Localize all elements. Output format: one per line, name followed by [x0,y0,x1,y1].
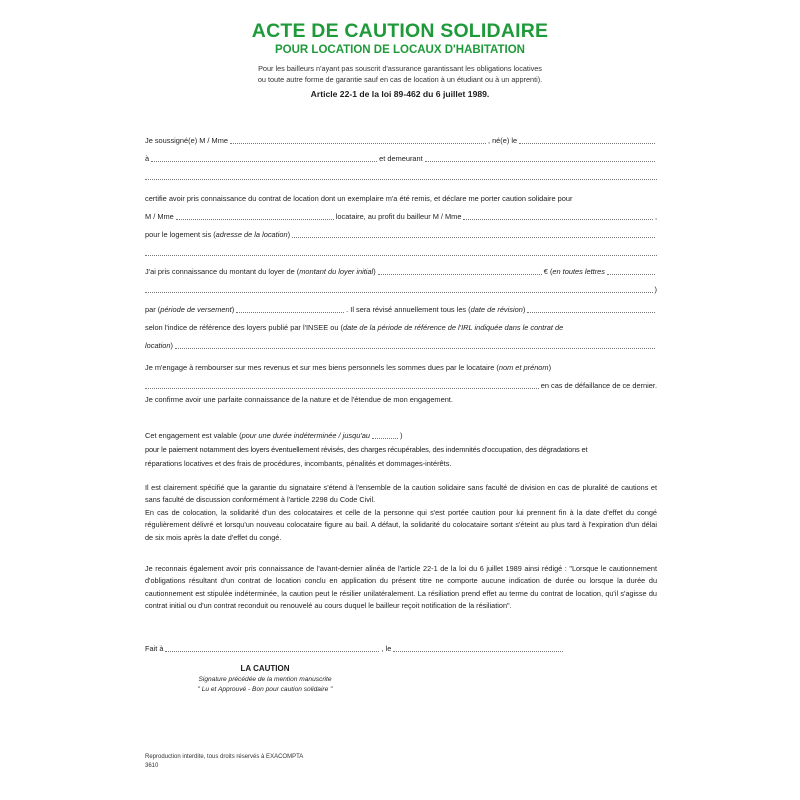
label-location: location [145,341,171,350]
label-indice: selon l'indice de référence des loyers publié par l'INSEE ou ( [145,323,343,332]
field-birthplace[interactable] [151,154,377,162]
document-subtitle: POUR LOCATION DE LOCAUX D'HABITATION [275,44,525,56]
paragraph-solidarity: Il est clairement spécifié que la garantie du signataire s'étend à l'ensemble de la caution solidaire sans faculté de division en cas de pluralité de cautions et sans faculté de discussion conformément à l'article 2298 du Code Civil. [145,483,657,505]
label-je-soussigne: Je soussigné(e) M / Mme [145,136,228,145]
form-line-rent [145,266,657,277]
label-fait-a: Fait à [145,644,164,653]
paren-close: ) [231,305,235,314]
text-defaillance: en cas de défaillance de ce dernier. [540,381,657,390]
field-birth-date[interactable] [519,136,655,144]
paren-close: ) [522,305,526,314]
intro-line-2: ou toute autre forme de garantie sauf en cas de location à un étudiant ou à un apprenti). [257,75,543,84]
label-montant-loyer: montant du loyer initial [299,267,374,276]
label-rent: J'ai pris connaissance du montant du loyer de ( [145,267,300,276]
form-line-rent-words [145,284,657,295]
form-line-repairs [145,458,657,469]
paragraph-colocation: En cas de colocation, la solidarité d'un des colocataires et celle de la personne qui s'est portée caution pour lui prennent fin à la date d'effet du congé régulièrement délivré et lorsqu'un nouveau colocataire figure au bail. A défaut, la solidarité du colocataire sortant s'éteint au plus tard à l'expiration d'un délai de six mois après la date d'effet du congé. [145,508,657,542]
signature-instruction-2: " Lu et Approuvé - Bon pour caution solidaire " [197,686,333,693]
field-rent-words-1[interactable] [607,267,655,275]
caution-heading: LA CAUTION [240,664,290,673]
form-line-property [145,229,657,240]
text-repairs: réparations locatives et des frais de procédures, incombants, pénalités et dommages-intérêts. [145,459,452,468]
paren-close: ) [287,230,291,239]
field-signing-date[interactable] [393,644,563,652]
text-confirm: Je confirme avoir une parfaite connaissance de la nature et de l'étendue de mon engagement. [145,395,453,404]
label-nom-prenom: nom et prénom [498,363,549,372]
form-line-period [145,304,657,315]
label-revise: . Il sera révisé annuellement tous les ( [346,305,471,314]
form-line-tenant-name [145,380,657,391]
field-signing-place[interactable] [165,644,379,652]
field-tenant-name[interactable] [176,212,334,220]
paren-close: ) [373,267,376,276]
form-line-index-2 [145,340,657,351]
form-line-duration [145,430,657,441]
label-adresse-location: adresse de la location [215,230,288,239]
signature-place-date [145,643,565,654]
label-duree: pour une durée indéterminée / jusqu'au [241,431,370,440]
label-ne-le: , né(e) le [487,136,518,145]
text-payment: pour le paiement notamment des loyers éventuellement révisés, des charges récupérables, des indemnités d'occupation, des dégradations et [145,445,588,454]
label-date-revision: date de révision [470,305,523,314]
text-certify: certifie avoir pris connaissance du contrat de location dont un exemplaire m'a été remis, et déclare me porter caution solidaire pour [145,194,573,203]
form-line-guarantor-name [145,135,657,146]
form-line-tenant [145,211,657,222]
label-euro: € ( [543,267,553,276]
text-engage: Je m'engage à rembourser sur mes revenus et sur mes biens personnels les sommes dues par le locataire ( [145,363,499,372]
field-landlord-name[interactable] [463,212,652,220]
label-par: par ( [145,305,161,314]
footer-copyright: Reproduction interdite, tous droits réservés à EXACOMPTA [145,754,304,760]
field-rent-words-2[interactable] [145,285,653,293]
label-a: à [145,154,150,163]
form-line-engage [145,362,657,373]
paren-close: ) [654,285,657,294]
label-le: , le [381,644,392,653]
intro-line-1: Pour les bailleurs n'ayant pas souscrit d'assurance garantissant les obligations locatives [258,64,542,73]
label-engagement-valable: Cet engagement est valable ( [145,431,242,440]
form-line-index [145,322,657,333]
form-line-payment [145,444,657,455]
label-periode-versement: période de versement [160,305,232,314]
field-property-address-2[interactable] [145,254,657,256]
article-reference: Article 22-1 de la loi 89-462 du 6 juillet 1989. [310,89,490,99]
field-payment-period[interactable] [236,305,344,313]
label-locataire: locataire, au profit du bailleur M / Mme [335,212,462,221]
field-irl-period[interactable] [175,341,655,349]
document-title: ACTE DE CAUTION SOLIDAIRE [251,20,549,42]
field-rent-amount[interactable] [378,267,542,275]
field-property-address-1[interactable] [292,230,655,238]
signature-instruction-1: Signature précédée de la mention manuscrite [198,676,332,683]
label-en-toutes-lettres: en toutes lettres [552,267,605,276]
field-guarantor-name[interactable] [230,136,486,144]
field-address-2[interactable] [145,178,657,180]
field-address-1[interactable] [425,154,655,162]
field-tenant-fullname[interactable] [145,381,539,389]
field-revision-date[interactable] [527,305,655,313]
footer-code: 3610 [145,763,159,769]
paren-close: ) [548,363,552,372]
field-duration[interactable] [372,431,398,439]
comma: , [654,212,657,221]
label-m-mme: M / Mme [145,212,174,221]
paren-close: ) [399,431,403,440]
form-line-confirm [145,394,657,405]
label-periode-irl: date de la période de référence de l'IRL indiquée dans le contrat de [342,323,564,332]
form-line-certify [145,193,657,204]
form-line-birthplace [145,153,657,164]
paragraph-article-22-1: Je reconnais également avoir pris connaissance de l'avant-dernier alinéa de l'article 22-1 de la loi du 6 juillet 1989 ainsi rédigé : "Lorsque le cautionnement d'obligations résultant d'un contrat de location conclu en application du présent titre ne comporte aucune indication de durée ou lorsque la durée du cautionnement est stipulée indéterminée, la caution peut le résilier unilatéralement. La résiliation prend effet au terme du contrat de location, qu'il s'agisse du contrat initial ou d'un contrat reconduit ou renouvelé au cours duquel le bailleur reçoit notification de la résiliation". [145,564,657,611]
label-et-demeurant: et demeurant [379,154,423,163]
paren-close: ) [170,341,173,350]
label-logement-sis: pour le logement sis ( [145,230,216,239]
